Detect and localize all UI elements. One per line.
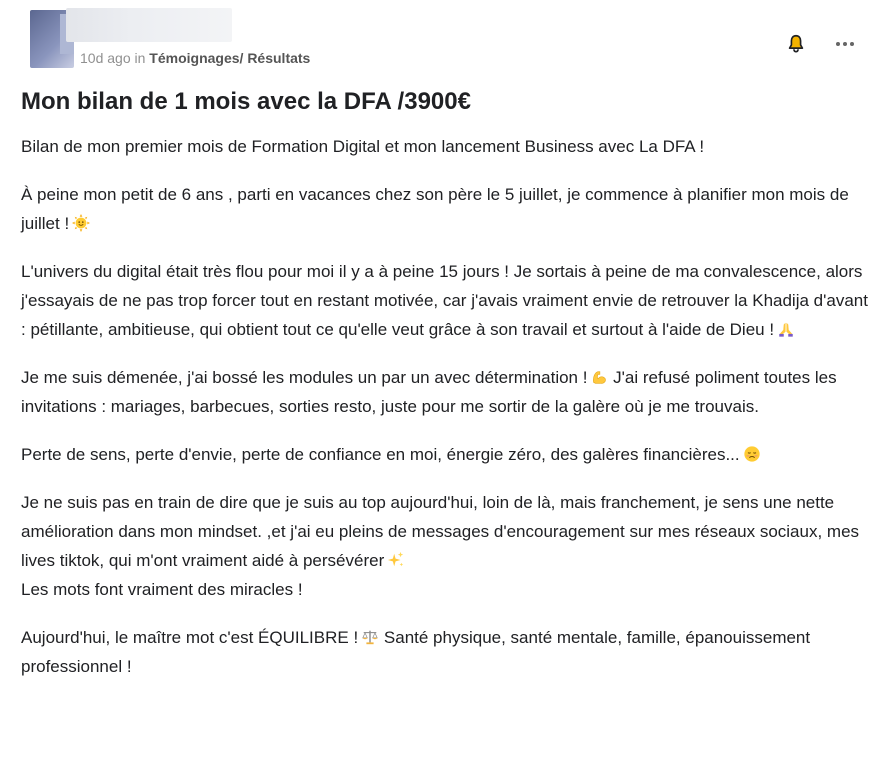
praying-hands-emoji xyxy=(777,320,795,338)
paragraph-4-text-a: Je me suis démenée, j'ai bossé les modules un par un avec détermination ! xyxy=(21,368,588,387)
paragraph-7-text-b: Santé physique, santé mentale, famille, épanouissement professionnel ! xyxy=(21,628,811,676)
post-body xyxy=(21,132,871,700)
paragraph-7 xyxy=(21,623,871,681)
paragraph-2-text: À peine mon petit de 6 ans , parti en vacances chez son père le 5 juillet, je commence à planifier mon mois de juillet ! xyxy=(21,185,849,233)
post-time: 10d ago xyxy=(80,50,131,66)
post-title: Mon bilan de 1 mois avec la DFA /3900€ xyxy=(21,88,471,115)
paragraph-2 xyxy=(21,180,871,238)
post-in-label: in xyxy=(134,50,146,66)
disappointed-face-emoji xyxy=(743,445,761,463)
bell-icon[interactable] xyxy=(785,33,807,55)
balance-scale-emoji xyxy=(361,628,379,646)
sparkles-emoji xyxy=(387,551,405,569)
post-category-link[interactable]: Témoignages/ Résultats xyxy=(149,50,311,66)
flexed-biceps-emoji xyxy=(590,368,608,386)
paragraph-6-text-b: Les mots font vraiment des miracles ! xyxy=(21,580,303,599)
more-horizontal-icon[interactable] xyxy=(833,33,857,55)
paragraph-5 xyxy=(21,440,871,469)
author-name-redacted xyxy=(66,8,232,42)
paragraph-7-text-a: Aujourd'hui, le maître mot c'est ÉQUILIBRE ! xyxy=(21,628,359,647)
paragraph-5-text: Perte de sens, perte d'envie, perte de confiance en moi, énergie zéro, des galères financières... xyxy=(21,445,740,464)
paragraph-4-text-b: J'ai refusé poliment toutes les invitations : mariages, barbecues, sorties resto, juste pour me sortir de la galère où je me trouvais. xyxy=(21,368,837,416)
paragraph-6 xyxy=(21,488,871,604)
paragraph-6-text-a: Je ne suis pas en train de dire que je suis au top aujourd'hui, loin de là, mais franchement, je sens une nette amélioration dans mon mindset. ,et j'ai eu pleins de messages d'encouragement sur mes réseaux sociaux, mes lives tiktok, qui m'ont vraiment aidé à persévérer xyxy=(21,493,860,570)
post-meta xyxy=(80,50,310,66)
paragraph-1 xyxy=(21,132,871,161)
paragraph-1-text: Bilan de mon premier mois de Formation Digital et mon lancement Business avec La DFA ! xyxy=(21,137,705,156)
sun-face-emoji xyxy=(72,214,90,232)
paragraph-3 xyxy=(21,257,871,344)
post-header xyxy=(0,0,883,80)
paragraph-4 xyxy=(21,363,871,421)
paragraph-3-text: L'univers du digital était très flou pour moi il y a à peine 15 jours ! Je sortais à peine de ma convalescence, alors j'essayais de ne pas trop forcer tout en restant motivée, car j'avais vraiment envie de retrouver la Khadija d'avant : pétillante, ambitieuse, qui obtient tout ce qu'elle veut grâce à son travail et surtout à l'aide de Dieu ! xyxy=(21,262,868,339)
